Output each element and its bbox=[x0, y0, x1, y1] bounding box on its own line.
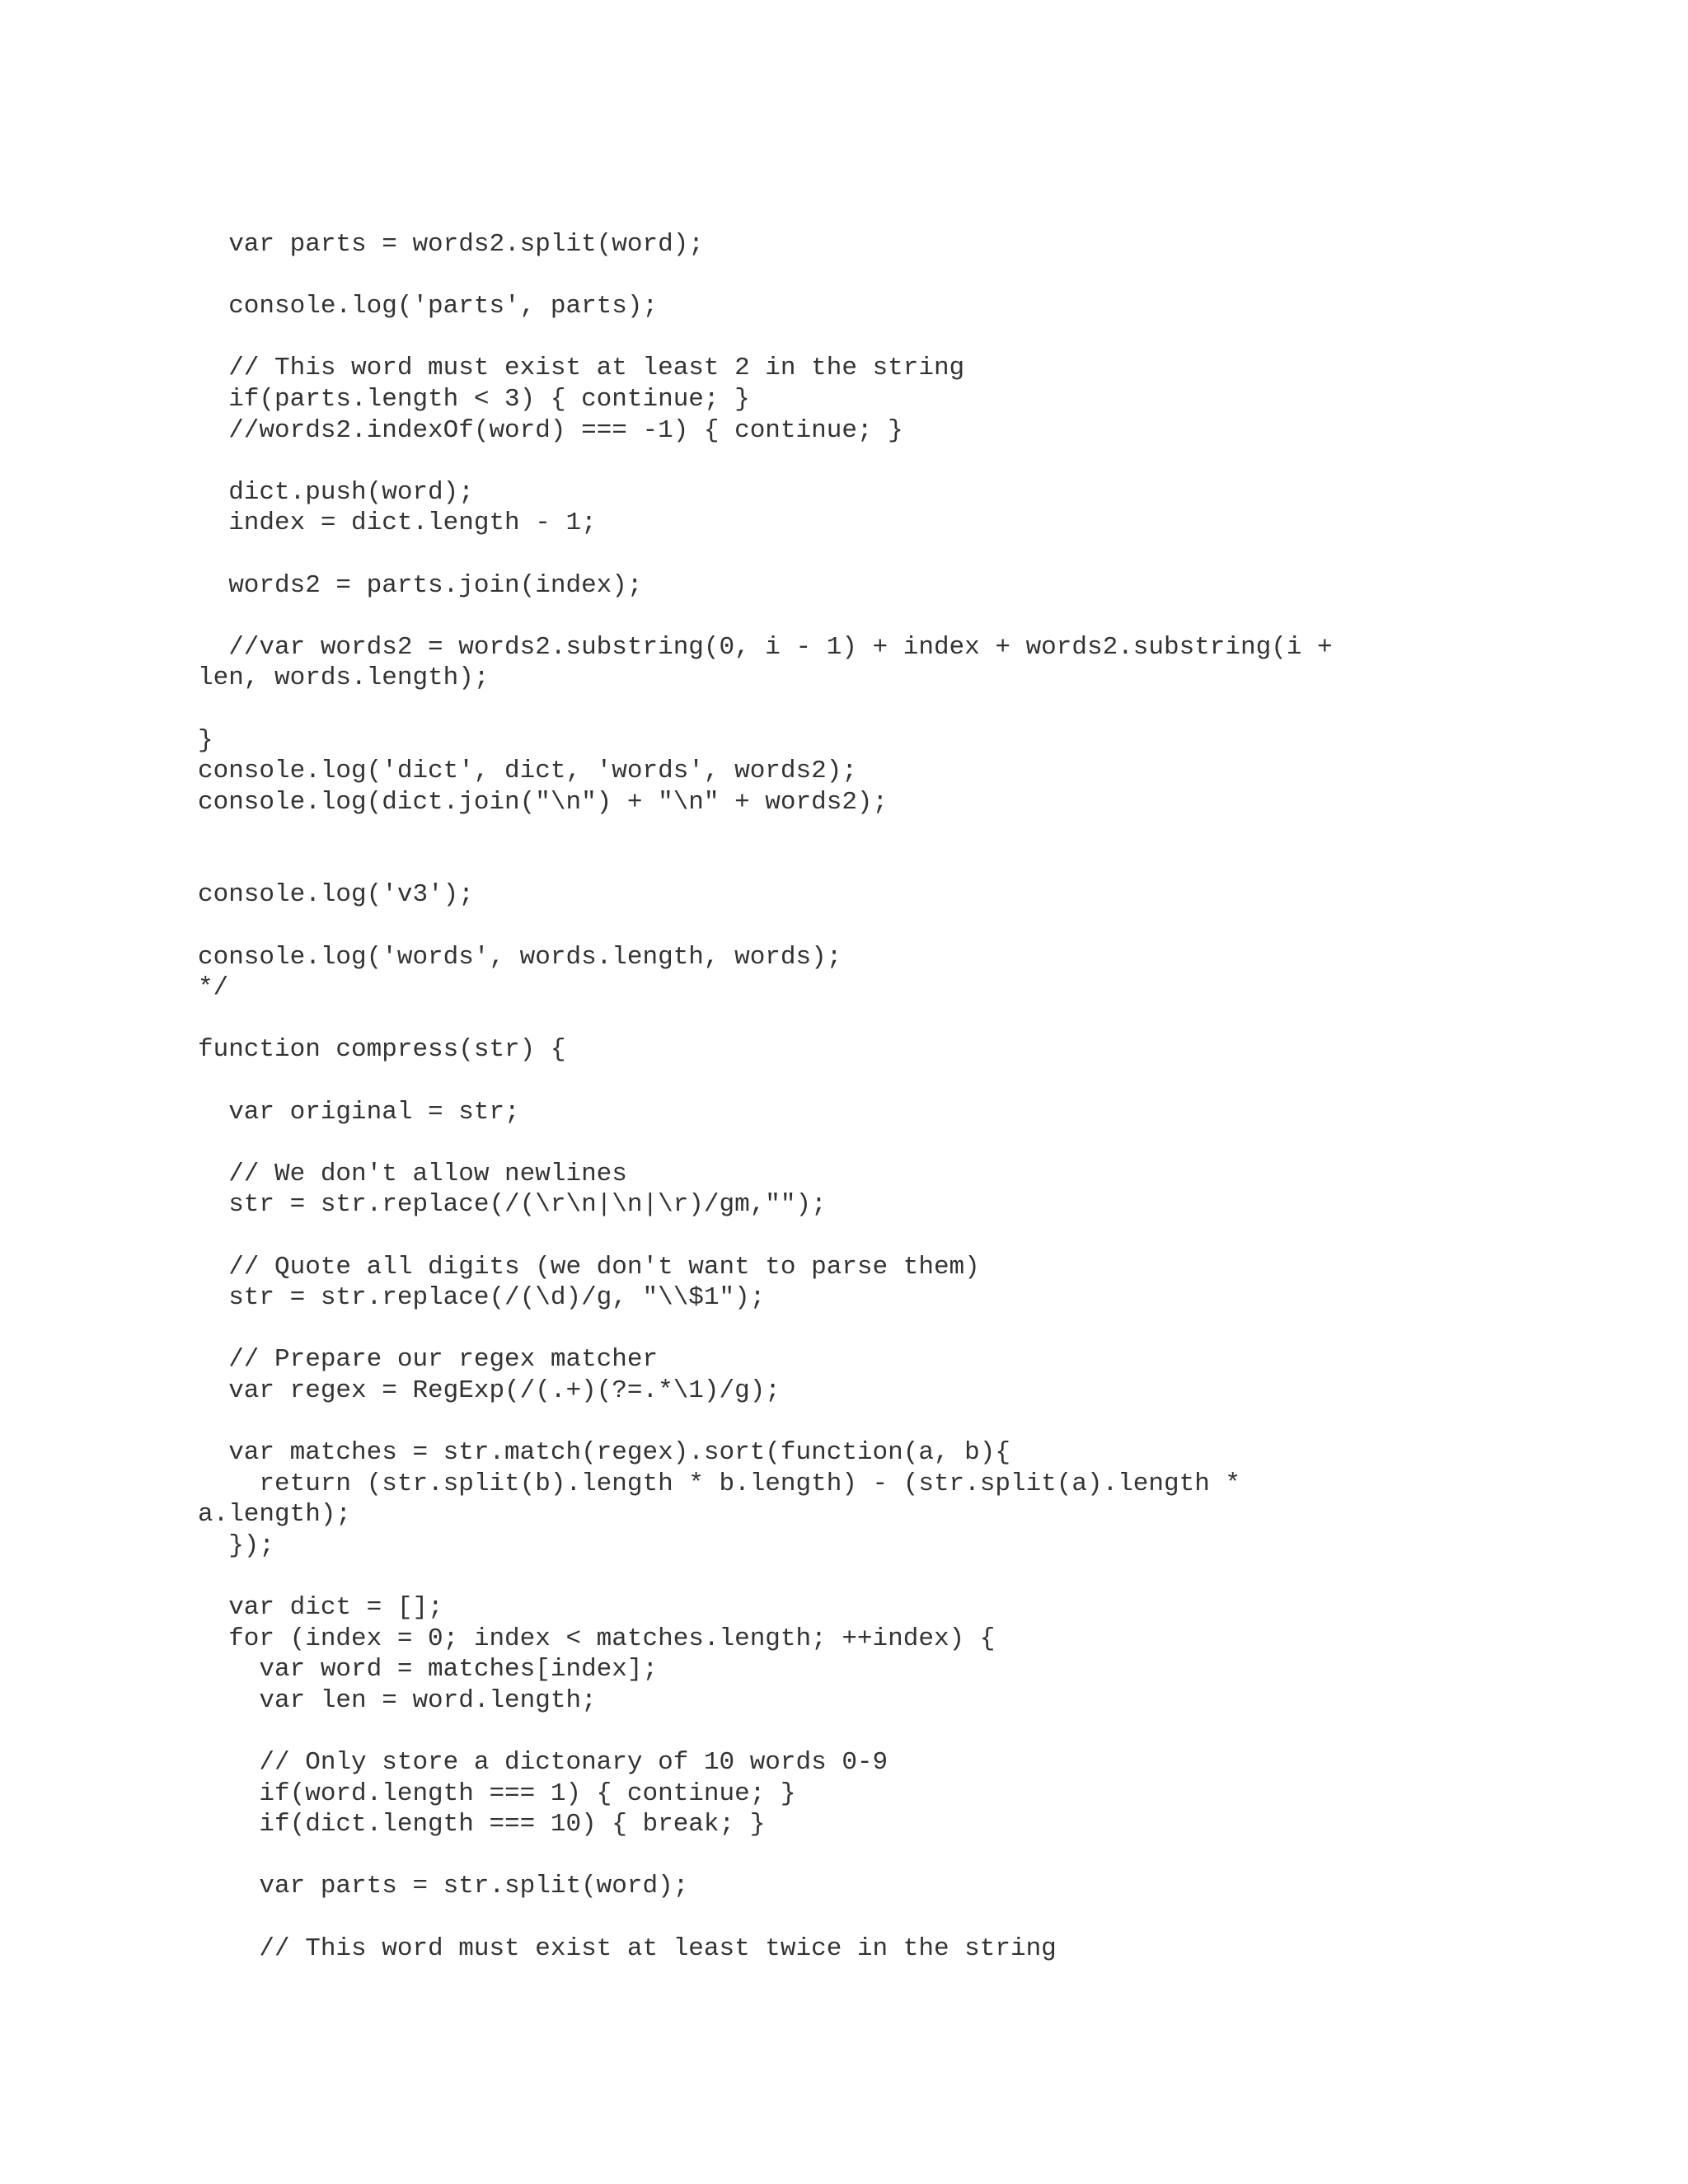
code-line bbox=[198, 1902, 1484, 1933]
code-line: a.length); bbox=[198, 1500, 352, 1530]
code-line bbox=[198, 818, 1484, 849]
code-line bbox=[198, 1717, 1484, 1748]
code-line bbox=[198, 260, 1484, 292]
code-line: if(parts.length < 3) { continue; } bbox=[198, 384, 750, 414]
code-block bbox=[198, 229, 1484, 1964]
code-line bbox=[198, 322, 1484, 354]
code-line: var word = matches[index]; bbox=[198, 1655, 659, 1685]
code-line bbox=[198, 849, 1484, 880]
code-line: console.log('parts', parts); bbox=[198, 292, 659, 321]
code-line: var matches = str.match(regex).sort(function(a, b){ bbox=[198, 1438, 1010, 1468]
code-line: } bbox=[198, 725, 213, 755]
code-line: // This word must exist at least 2 in the string bbox=[198, 354, 965, 383]
code-line: if(word.length === 1) { continue; } bbox=[198, 1779, 796, 1808]
code-line: var parts = str.split(word); bbox=[198, 1872, 689, 1901]
code-line: // Quote all digits (we don't want to parse them) bbox=[198, 1252, 980, 1282]
code-line: console.log('v3'); bbox=[198, 880, 474, 910]
code-line bbox=[198, 539, 1484, 570]
code-line: //var words2 = words2.substring(0, i - 1) + index + words2.substring(i + bbox=[198, 632, 1333, 662]
code-line bbox=[198, 1562, 1484, 1593]
code-line bbox=[198, 1066, 1484, 1097]
code-line: str = str.replace(/(\r\n|\n|\r)/gm,""); bbox=[198, 1190, 827, 1220]
code-line bbox=[198, 1314, 1484, 1345]
code-line bbox=[198, 1221, 1484, 1252]
code-line bbox=[198, 1407, 1484, 1438]
code-line: function compress(str) { bbox=[198, 1035, 566, 1065]
code-line bbox=[198, 446, 1484, 477]
code-line: len, words.length); bbox=[198, 663, 490, 693]
code-line: index = dict.length - 1; bbox=[198, 509, 597, 538]
code-line: */ bbox=[198, 973, 229, 1003]
code-line: return (str.split(b).length * b.length) - (str.split(a).length * bbox=[198, 1469, 1241, 1498]
code-line bbox=[198, 911, 1484, 942]
code-line: // This word must exist at least twice in the string bbox=[198, 1933, 1057, 1963]
code-line: dict.push(word); bbox=[198, 477, 474, 507]
code-line: // We don't allow newlines bbox=[198, 1159, 627, 1188]
code-line bbox=[198, 1127, 1484, 1159]
code-line: // Prepare our regex matcher bbox=[198, 1345, 659, 1375]
code-line: for (index = 0; index < matches.length; ++index) { bbox=[198, 1624, 996, 1653]
code-line: console.log(dict.join("\n") + "\n" + words2); bbox=[198, 787, 889, 817]
code-line: console.log('words', words.length, words); bbox=[198, 942, 842, 972]
code-line: // Only store a dictonary of 10 words 0-9 bbox=[198, 1748, 889, 1778]
code-line: str = str.replace(/(\d)/g, "\\$1"); bbox=[198, 1283, 766, 1313]
code-line bbox=[198, 1004, 1484, 1035]
code-line: if(dict.length === 10) { break; } bbox=[198, 1810, 766, 1840]
code-line: //words2.indexOf(word) === -1) { continue; } bbox=[198, 415, 903, 445]
code-line: var regex = RegExp(/(.+)(?=.*\1)/g); bbox=[198, 1376, 781, 1405]
code-line: var len = word.length; bbox=[198, 1685, 597, 1715]
code-line bbox=[198, 694, 1484, 725]
code-line: }); bbox=[198, 1530, 275, 1560]
code-line: var parts = words2.split(word); bbox=[198, 230, 704, 259]
code-line bbox=[198, 601, 1484, 632]
code-line: console.log('dict', dict, 'words', words2); bbox=[198, 757, 857, 786]
code-line bbox=[198, 1840, 1484, 1872]
code-line: var dict = []; bbox=[198, 1593, 443, 1623]
code-line: var original = str; bbox=[198, 1097, 520, 1127]
code-line: words2 = parts.join(index); bbox=[198, 570, 643, 600]
